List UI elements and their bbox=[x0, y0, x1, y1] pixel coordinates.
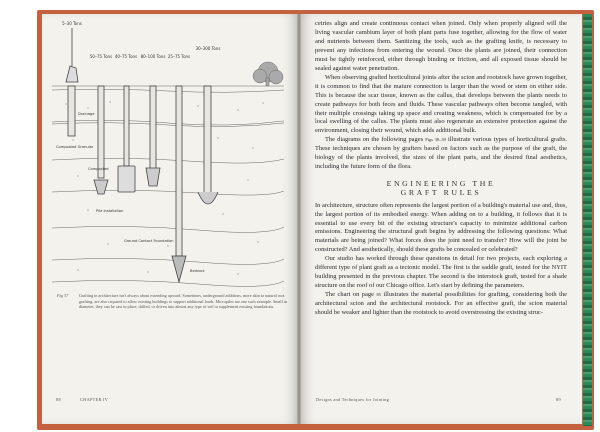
soil-label-compacted: Compacted bbox=[88, 167, 109, 171]
soil-label-pile: Pile Installation bbox=[96, 209, 124, 213]
depth-label-3: 40–75 Tons bbox=[114, 54, 138, 59]
caption-text: Grafting in architecture isn't always about extending upward. Sometimes, underground additions, more akin to natural root grafting, are also required to allow existing buildings to support additional loads. Micropiles are one such example. Small in diameter, they can be cast in place, drilled, or driven into almost any type of soil to supplement existing foundations. bbox=[79, 293, 288, 310]
paragraph-3 bbox=[315, 136, 567, 172]
right-page-number: 89 bbox=[556, 397, 561, 402]
page-edge-tab bbox=[583, 14, 592, 426]
paragraph-5: Our studio has worked through these questions in detail for two projects, each exploring a different type of plant graft as a tectonic model. The first is the saddle graft, tested for the NYIT building presented in the previous chapter. The second is the interstock graft, tested for a shade structure on the roof of our Chicago office. Let's start by defining the parameters. bbox=[315, 255, 567, 290]
paragraph-6-start: The chart on page bbox=[325, 291, 374, 299]
figure-caption bbox=[57, 293, 289, 310]
right-page-body bbox=[315, 20, 567, 318]
figure-reference: Figs 38–39 bbox=[425, 137, 446, 143]
soil-label-bedrock: Bedrock bbox=[190, 269, 205, 273]
section-heading-line-2: GRAFT RULES bbox=[400, 188, 482, 198]
book-gutter bbox=[297, 14, 301, 424]
paragraph-4: In architecture, structure often represents the largest portion of a building's material use and, thus, the largest portion of its embodied energy. When adding on to a building, it follows that it is essential to use every bit of the existing structure's capacity to minimize additional carbon emissions. Engineering the structural graft begins by addressing the following questions: What materials are being joined? What forces does the joint need to transfer? How will the joint be constructed? And aesthetically, should these grafts be concealed or celebrated? bbox=[315, 201, 567, 254]
depth-label-5: 25–75 Tons bbox=[167, 54, 191, 59]
section-heading bbox=[315, 179, 567, 197]
paragraph-6 bbox=[315, 291, 567, 318]
soil-label-drainage: Drainage bbox=[78, 112, 95, 116]
left-chapter-title: CHAPTER IV bbox=[80, 397, 109, 402]
paragraph-6-end: illustrates the material possibilities for grafting, considering both the architectural scion and the architectural rootstock. For an effective graft, the scion material should be weaker and lighter than the rootstock to avoid overstressing the existing struc- bbox=[315, 291, 567, 317]
right-running-title: Designs and Techniques for Jointing bbox=[316, 397, 390, 402]
paragraph-3-end: illustrate various types of horticultural grafts. These techniques are chosen by grafters based on factors such as the purpose of the graft, the biology of the plants involved, the sizes of the plant parts, and the desired final aesthetics, including the future form of the flora. bbox=[315, 136, 567, 171]
paragraph-2: When observing grafted horticultural joints after the scion and rootstock have grown together, it is common to find that the mature connection is larger than the wood or stem on either side. This is because the scar tissue, known as the callus, that develops between the plants needs to create pathways for both feces and fluids. These vascular pathways often become tangled, with their multiple crossings taking up space and creating weakness, which is compensated for by a local swelling of the callus. The plants must also regenerate an extensive protection against the environment, closing their wound, which adds additional bulk. bbox=[315, 73, 567, 135]
soil-label-composted: Composted Granular bbox=[56, 145, 94, 149]
soil-label-foundation: Ground Contact Foundation bbox=[124, 239, 174, 243]
depth-label-4: 80–100 Tons bbox=[140, 54, 166, 59]
left-page-number: 88 bbox=[56, 397, 61, 402]
page-reference: 85 bbox=[376, 292, 381, 298]
paragraph-3-start: The diagrams on the following pages bbox=[325, 136, 424, 144]
figure-number: Fig 37 bbox=[57, 293, 69, 298]
depth-label-1: 5–30 Tons bbox=[62, 21, 82, 26]
paragraph-1: cetries align and create continuous contact when joined. Only when properly aligned will the living vascular cambium layer of both plant parts fuse together, allowing for the flow of water and nutrients between them. Sanitizing the tools, such as the grafting knife, is necessary to prevent any infections from entering the wound. Once the plants are joined, their connection must be tightly reinforced, either through binding or friction, and all exposed tissue should be sealed against water penetration. bbox=[315, 20, 567, 72]
depth-label-2: 50–75 Tons bbox=[89, 54, 113, 59]
section-heading-line-1: ENGINEERING THE bbox=[386, 179, 496, 189]
micropile-illustration bbox=[48, 20, 288, 288]
depth-label-6: 30–300 Tons bbox=[195, 46, 221, 51]
